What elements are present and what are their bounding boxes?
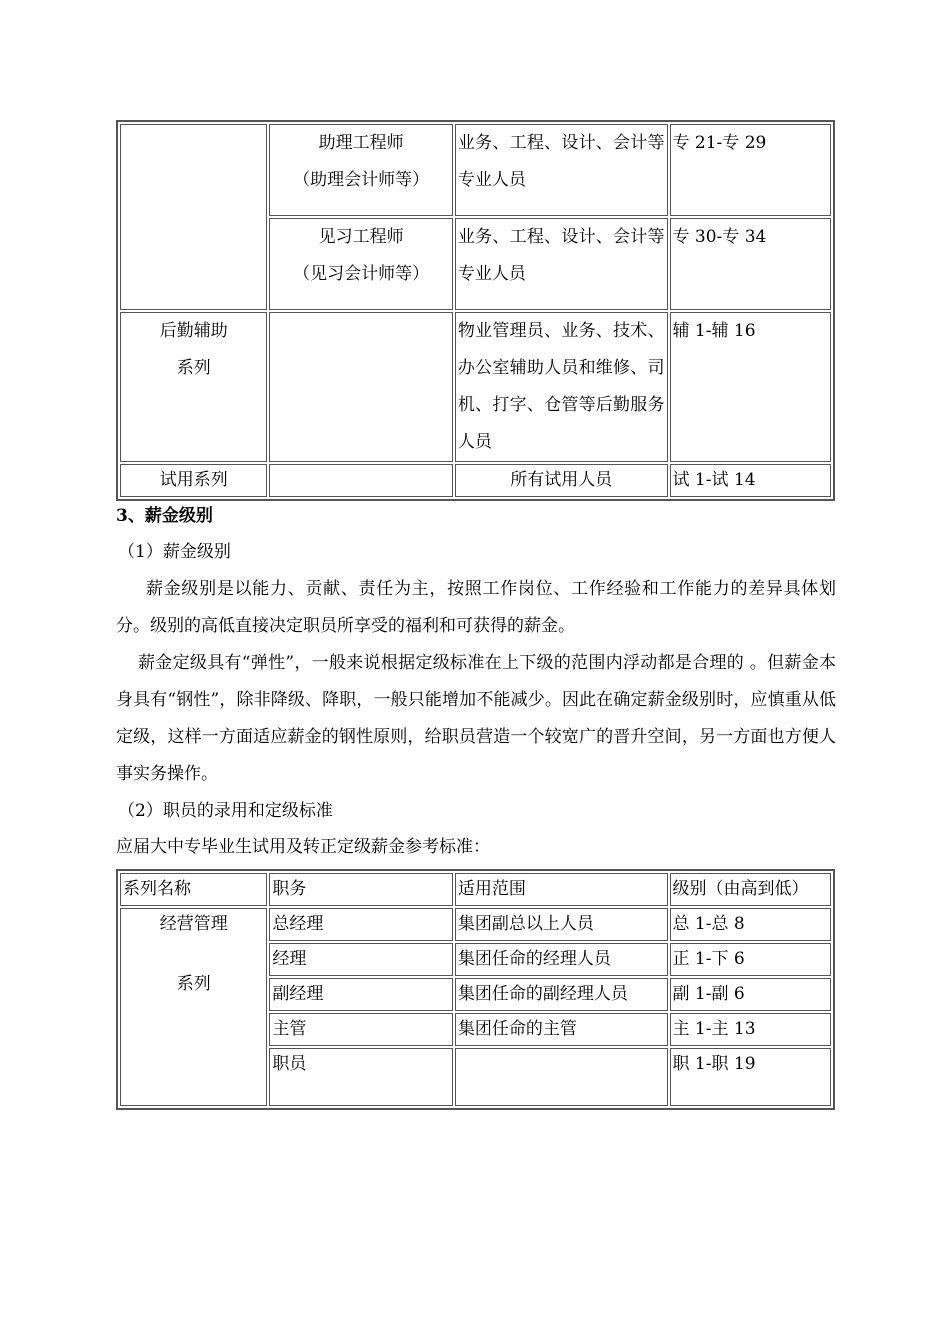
series-cell	[120, 124, 267, 310]
scope-cell: 集团任命的副经理人员	[455, 978, 668, 1011]
title-cell: 职员	[269, 1048, 453, 1106]
paragraph-1: 薪金级别是以能力、贡献、责任为主，按照工作岗位、工作经验和工作能力的差异具体划分。级别的高低直接决定职员所享受的福利和可获得的薪金。	[116, 579, 836, 636]
section-heading: 3、薪金级别	[116, 506, 213, 526]
table-row	[120, 464, 831, 497]
level-cell: 专 21-专 29	[670, 124, 831, 216]
scope-cell: 业务、工程、设计、会计等专业人员	[455, 124, 668, 216]
scope-cell: 物业管理员、业务、技术、办公室辅助人员和维修、司机、打字、仓管等后勤服务人员	[455, 312, 668, 462]
title-cell: 总经理	[269, 908, 453, 941]
table-intro: 应届大中专毕业生试用及转正定级薪金参考标准：	[116, 837, 490, 857]
scope-cell: 集团任命的主管	[455, 1013, 668, 1046]
table-row	[120, 312, 831, 462]
subheading-2: （2）职员的录用和定级标准	[118, 801, 333, 821]
title-cell: 助理工程师 （助理会计师等）	[269, 124, 453, 216]
subheading-1: （1）薪金级别	[118, 542, 231, 562]
table-header-row	[120, 873, 831, 906]
rank-standard-table	[116, 869, 835, 1110]
level-cell: 总 1-总 8	[670, 908, 831, 941]
table-row	[120, 124, 831, 216]
level-cell: 主 1-主 13	[670, 1013, 831, 1046]
level-cell: 专 30-专 34	[670, 218, 831, 310]
level-cell: 试 1-试 14	[670, 464, 831, 497]
series-cell: 经营管理 系列	[120, 908, 267, 1106]
header-series: 系列名称	[120, 873, 267, 906]
scope-cell: 集团任命的经理人员	[455, 943, 668, 976]
title-cell: 见习工程师 （见习会计师等）	[269, 218, 453, 310]
series-cell: 试用系列	[120, 464, 267, 497]
title-cell	[269, 464, 453, 497]
level-cell: 副 1-副 6	[670, 978, 831, 1011]
paragraph-2: 薪金定级具有“弹性”，一般来说根据定级标准在上下级的范围内浮动都是合理的 。但薪金本身具有“钢性”，除非降级、降职，一般只能增加不能减少。因此在确定薪金级别时，应慎重从低定级，这样一方面适应薪金的钢性原则，给职员营造一个较宽广的晋升空间，另一方面也方便人事实务操作。	[116, 653, 836, 784]
title-cell: 副经理	[269, 978, 453, 1011]
header-scope: 适用范围	[455, 873, 668, 906]
title-cell: 主管	[269, 1013, 453, 1046]
level-cell: 职 1-职 19	[670, 1048, 831, 1106]
title-cell	[269, 312, 453, 462]
header-title: 职务	[269, 873, 453, 906]
rank-table-continued	[116, 120, 835, 501]
level-cell: 辅 1-辅 16	[670, 312, 831, 462]
series-cell: 后勤辅助 系列	[120, 312, 267, 462]
scope-cell	[455, 1048, 668, 1106]
table-row	[120, 908, 831, 941]
scope-cell: 集团副总以上人员	[455, 908, 668, 941]
scope-cell: 所有试用人员	[455, 464, 668, 497]
header-level: 级别（由高到低）	[670, 873, 831, 906]
scope-cell: 业务、工程、设计、会计等专业人员	[455, 218, 668, 310]
title-cell: 经理	[269, 943, 453, 976]
level-cell: 正 1-下 6	[670, 943, 831, 976]
